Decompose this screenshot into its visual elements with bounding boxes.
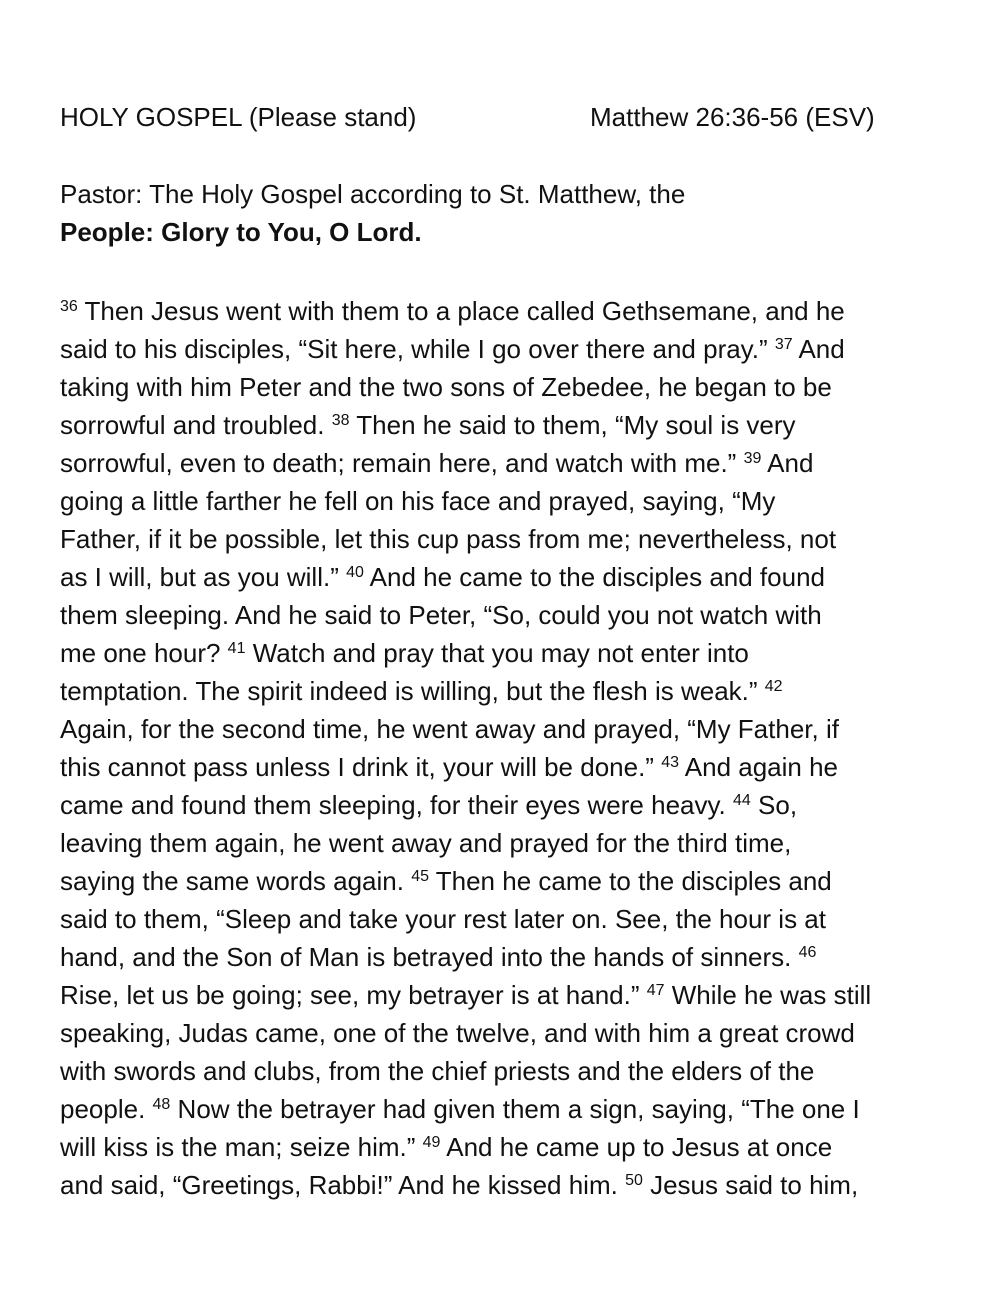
verse-text: Now the betrayer had given them a sign, saying, “The one I xyxy=(170,1094,860,1124)
scripture-line xyxy=(60,1128,960,1166)
verse-text: saying the same words again. xyxy=(60,866,412,896)
verse-text: this cannot pass unless I drink it, your will be done.” xyxy=(60,752,662,782)
verse-text: going a little farther he fell on his face and prayed, saying, “My xyxy=(60,486,776,516)
scripture-line xyxy=(60,748,960,786)
verse-text: So, xyxy=(750,790,798,820)
verse-text: While he was still xyxy=(664,980,872,1010)
scripture-line xyxy=(60,444,960,482)
verse-text: sorrowful and troubled. xyxy=(60,410,332,440)
verse-number: 50 xyxy=(625,1172,643,1189)
scripture-line xyxy=(60,596,960,634)
verse-text: Then he said to them, “My soul is very xyxy=(349,410,796,440)
verse-number: 42 xyxy=(764,678,783,695)
verse-number: 37 xyxy=(774,336,793,353)
verse-text: them sleeping. And he said to Peter, “So, could you not watch with xyxy=(60,600,822,630)
scripture-line xyxy=(60,520,960,558)
scripture-line xyxy=(60,976,960,1014)
people-response: People: Glory to You, O Lord. xyxy=(60,217,422,247)
verse-number: 41 xyxy=(227,640,246,657)
verse-text: people. xyxy=(60,1094,153,1124)
scripture-line xyxy=(60,900,960,938)
scripture-line xyxy=(60,786,960,824)
scripture-line xyxy=(60,330,960,368)
verse-text: will kiss is the man; seize him.” xyxy=(60,1132,423,1162)
scripture-line xyxy=(60,368,960,406)
verse-text: with swords and clubs, from the chief priests and the elders of the xyxy=(60,1056,815,1086)
pastor-response: Pastor: The Holy Gospel according to St. Matthew, the xyxy=(60,179,686,209)
scripture-line xyxy=(60,672,960,710)
scripture-line xyxy=(60,1014,960,1052)
verse-text: And he came up to Jesus at once xyxy=(440,1132,833,1162)
verse-number: 36 xyxy=(60,298,78,315)
verse-text: Father, if it be possible, let this cup pass from me; nevertheless, not xyxy=(60,524,837,554)
scripture-line xyxy=(60,634,960,672)
scripture-line xyxy=(60,1052,960,1090)
verse-number: 47 xyxy=(646,982,665,999)
scripture-line xyxy=(60,862,960,900)
verse-text: hand, and the Son of Man is betrayed into the hands of sinners. xyxy=(60,942,799,972)
verse-number: 38 xyxy=(331,412,350,429)
verse-text: speaking, Judas came, one of the twelve, and with him a great crowd xyxy=(60,1018,855,1048)
verse-text: me one hour? xyxy=(60,638,228,668)
scripture-line xyxy=(60,710,960,748)
verse-text: And xyxy=(792,334,845,364)
verse-text: said to them, “Sleep and take your rest later on. See, the hour is at xyxy=(60,904,826,934)
verse-text: came and found them sleeping, for their eyes were heavy. xyxy=(60,790,734,820)
verse-text: and said, “Greetings, Rabbi!” And he kissed him. xyxy=(60,1170,626,1200)
verse-text: Rise, let us be going; see, my betrayer is at hand.” xyxy=(60,980,647,1010)
scripture-line xyxy=(60,938,960,976)
verse-text: sorrowful, even to death; remain here, and watch with me.” xyxy=(60,448,744,478)
verse-text: taking with him Peter and the two sons of Zebedee, he began to be xyxy=(60,372,832,402)
verse-text: And he came to the disciples and found xyxy=(363,562,825,592)
verse-text: Then he came to the disciples and xyxy=(429,866,832,896)
verse-number: 40 xyxy=(346,564,364,581)
verse-text: Watch and pray that you may not enter into xyxy=(245,638,749,668)
scripture-text xyxy=(60,292,960,1204)
scripture-reference: Matthew 26:36-56 (ESV) xyxy=(590,102,875,132)
verse-text: And again he xyxy=(678,752,839,782)
scripture-line xyxy=(60,406,960,444)
scripture-line xyxy=(60,292,960,330)
verse-number: 48 xyxy=(152,1096,171,1113)
scripture-line xyxy=(60,1166,960,1204)
verse-number: 44 xyxy=(733,792,751,809)
scripture-line xyxy=(60,1090,960,1128)
verse-number: 46 xyxy=(798,944,817,961)
verse-text: And xyxy=(761,448,814,478)
scripture-line xyxy=(60,558,960,596)
verse-number: 39 xyxy=(743,450,762,467)
verse-number: 49 xyxy=(422,1134,441,1151)
verse-text: Jesus said to him, xyxy=(642,1170,859,1200)
verse-text: Then Jesus went with them to a place called Gethsemane, and he xyxy=(77,296,845,326)
verse-text: leaving them again, he went away and prayed for the third time, xyxy=(60,828,792,858)
verse-number: 45 xyxy=(411,868,429,885)
verse-text: said to his disciples, “Sit here, while I go over there and pray.” xyxy=(60,334,775,364)
verse-number: 43 xyxy=(661,754,679,771)
scripture-line xyxy=(60,482,960,520)
verse-text: as I will, but as you will.” xyxy=(60,562,347,592)
verse-text: temptation. The spirit indeed is willing, but the flesh is weak.” xyxy=(60,676,765,706)
section-title: HOLY GOSPEL (Please stand) xyxy=(60,102,417,132)
scripture-line xyxy=(60,824,960,862)
verse-text: Again, for the second time, he went away and prayed, “My Father, if xyxy=(60,714,839,744)
